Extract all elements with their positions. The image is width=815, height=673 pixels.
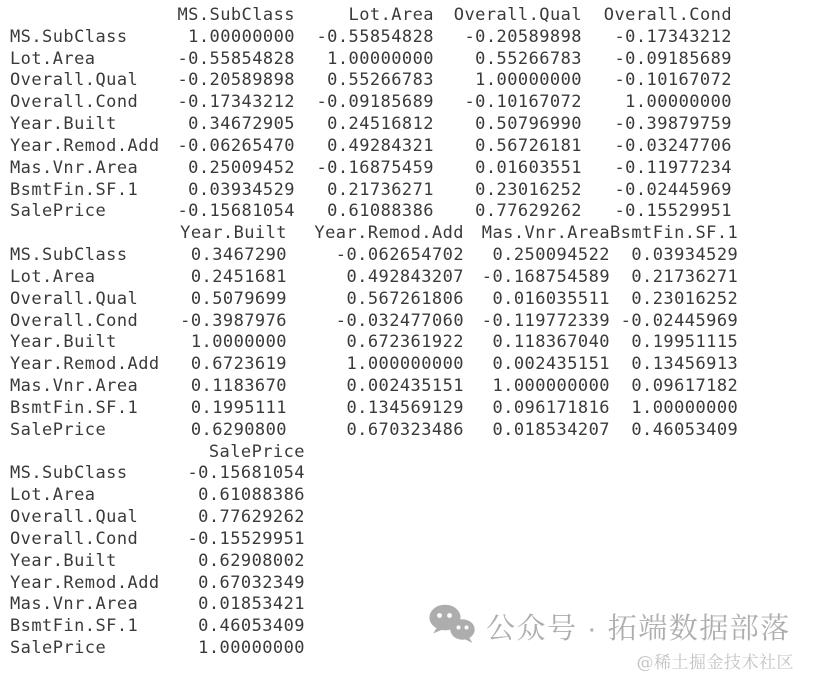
corr-value: 0.34672905 (188, 114, 295, 135)
corr-value: 0.5079699 (190, 288, 287, 309)
corr-value: -0.17343212 (614, 26, 732, 47)
matrix-row (10, 529, 305, 551)
row-label: MS.SubClass (10, 26, 128, 47)
watermark (428, 604, 794, 673)
corr-value: 0.1995111 (190, 397, 287, 418)
matrix-row (10, 136, 732, 158)
corr-value: -0.09185689 (316, 92, 434, 113)
corr-value: 0.672361922 (346, 332, 464, 353)
corr-value: 0.016035511 (492, 288, 610, 309)
row-label: Overall.Qual (10, 288, 139, 309)
matrix-row (10, 114, 732, 136)
corr-value: 0.77629262 (198, 507, 305, 528)
matrix-blocks (10, 5, 738, 660)
row-label: Overall.Cond (10, 310, 139, 331)
corr-value: 0.492843207 (346, 266, 464, 287)
matrix-row (10, 180, 732, 202)
corner-cell (10, 442, 162, 464)
row-label: Year.Built (10, 114, 117, 135)
row-label: Year.Built (10, 550, 117, 571)
corr-value: 0.21736271 (631, 266, 739, 287)
corr-value: -0.03247706 (614, 135, 732, 156)
corr-value: -0.02445969 (614, 179, 732, 200)
corr-value: 0.118367040 (492, 332, 610, 353)
matrix-row (10, 616, 305, 638)
corr-value: 0.67032349 (198, 572, 305, 593)
corr-value: 1.0000000 (190, 332, 287, 353)
corr-value: -0.17343212 (177, 92, 295, 113)
corr-value: 0.567261806 (346, 288, 464, 309)
col-header: MS.SubClass (177, 5, 295, 25)
matrix-row (10, 354, 738, 376)
corr-value: 0.670323486 (346, 419, 464, 440)
row-label: SalePrice (10, 638, 107, 659)
row-label: MS.SubClass (10, 245, 128, 266)
corner-cell (10, 5, 162, 27)
watermark-main-row (428, 604, 794, 649)
corr-value: -0.10167072 (464, 92, 582, 113)
row-label: Year.Remod.Add (10, 354, 160, 375)
header-row (10, 5, 732, 27)
col-header: SalePrice (208, 441, 305, 462)
corr-value: -0.20589898 (464, 26, 582, 47)
corr-value: 0.49284321 (327, 135, 434, 156)
row-label: Mas.Vnr.Area (10, 157, 139, 178)
corr-value: -0.062654702 (335, 245, 464, 266)
corr-value: 0.09617182 (631, 376, 739, 397)
corr-value: -0.39879759 (614, 114, 732, 135)
matrix-row (10, 332, 738, 354)
corr-value: 0.21736271 (327, 179, 434, 200)
corr-value: 0.03934529 (631, 245, 739, 266)
col-header: BsmtFin.SF.1 (610, 223, 739, 244)
corr-value: -0.15681054 (187, 463, 305, 484)
row-label: Year.Remod.Add (10, 572, 160, 593)
col-header: Overall.Cond (603, 5, 732, 25)
corr-value: -0.15529951 (614, 201, 732, 222)
matrix-row (10, 551, 305, 573)
corr-value: 0.23016252 (475, 179, 582, 200)
corr-value: 1.00000000 (327, 48, 434, 69)
row-label: Overall.Qual (10, 507, 139, 528)
corr-value: 0.03934529 (188, 179, 295, 200)
corr-value: 0.13456913 (631, 354, 739, 375)
corr-value: 0.096171816 (492, 397, 610, 418)
row-label: SalePrice (10, 201, 107, 222)
corr-value: 0.50796990 (475, 114, 582, 135)
matrix-row (10, 463, 305, 485)
row-label: Lot.Area (10, 485, 96, 506)
wechat-icon (428, 604, 476, 649)
corr-value: -0.55854828 (316, 26, 434, 47)
corr-value: 0.24516812 (327, 114, 434, 135)
correlation-matrix-block-3 (10, 442, 305, 660)
corr-value: -0.168754589 (481, 266, 610, 287)
corr-value: 0.61088386 (198, 485, 305, 506)
corr-value: 0.002435151 (492, 354, 610, 375)
corr-value: 0.55266783 (475, 48, 582, 69)
corr-value: 0.002435151 (346, 376, 464, 397)
watermark-subtext: @稀土掘金技术社区 (636, 653, 794, 673)
matrix-row (10, 201, 732, 223)
corr-value: 0.134569129 (346, 397, 464, 418)
corr-value: -0.02445969 (620, 310, 739, 331)
corr-value: 0.61088386 (327, 201, 434, 222)
corr-value: 0.55266783 (327, 70, 434, 91)
corr-value: 0.3467290 (190, 245, 287, 266)
corr-value: -0.10167072 (614, 70, 732, 91)
corr-value: 0.25009452 (188, 157, 295, 178)
corr-value: 0.01603551 (475, 157, 582, 178)
corr-value: -0.11977234 (614, 157, 732, 178)
corr-value: 0.56726181 (475, 135, 582, 156)
corr-value: 1.00000000 (198, 638, 305, 659)
col-header: Overall.Qual (453, 5, 582, 25)
matrix-row (10, 376, 738, 398)
matrix-row (10, 70, 732, 92)
matrix-row (10, 398, 738, 420)
row-label: SalePrice (10, 419, 107, 440)
corr-value: -0.20589898 (177, 70, 295, 91)
matrix-row (10, 245, 738, 267)
row-label: Overall.Cond (10, 92, 139, 113)
row-label: Mas.Vnr.Area (10, 594, 139, 615)
corr-value: -0.15681054 (177, 201, 295, 222)
corr-value: 1.00000000 (188, 26, 295, 47)
matrix-row (10, 92, 732, 114)
col-header: Mas.Vnr.Area (481, 223, 610, 244)
corr-value: -0.3987976 (180, 310, 287, 331)
correlation-matrix-block-1 (10, 5, 732, 223)
corr-value: 0.46053409 (198, 616, 305, 637)
corr-value: 0.19951115 (631, 332, 739, 353)
watermark-text: 公众号 · 拓端数据部落 (486, 613, 791, 645)
matrix-row (10, 420, 738, 442)
row-label: Year.Remod.Add (10, 135, 160, 156)
corr-value: 0.250094522 (492, 245, 610, 266)
corr-value: 0.2451681 (190, 266, 287, 287)
col-header: Year.Built (180, 223, 287, 244)
corr-value: 0.018534207 (492, 419, 610, 440)
corner-cell (10, 223, 162, 245)
corr-value: 0.01853421 (198, 594, 305, 615)
corr-value: 1.000000000 (492, 376, 610, 397)
matrix-row (10, 289, 738, 311)
col-header: Lot.Area (348, 5, 434, 25)
matrix-row (10, 638, 305, 660)
row-label: Year.Built (10, 332, 117, 353)
corr-value: 1.00000000 (631, 397, 739, 418)
header-row (10, 442, 305, 464)
r-console-output (10, 5, 738, 660)
row-label: Overall.Cond (10, 528, 139, 549)
row-label: BsmtFin.SF.1 (10, 397, 139, 418)
matrix-row (10, 573, 305, 595)
corr-value: -0.032477060 (335, 310, 464, 331)
matrix-row (10, 507, 305, 529)
corr-value: 1.00000000 (475, 70, 582, 91)
corr-value: -0.55854828 (177, 48, 295, 69)
row-label: BsmtFin.SF.1 (10, 616, 139, 637)
corr-value: -0.119772339 (481, 310, 610, 331)
row-label: MS.SubClass (10, 463, 128, 484)
row-label: Overall.Qual (10, 70, 139, 91)
row-label: Lot.Area (10, 266, 96, 287)
corr-value: -0.06265470 (177, 135, 295, 156)
matrix-row (10, 158, 732, 180)
matrix-row (10, 311, 738, 333)
col-header: Year.Remod.Add (314, 223, 464, 244)
matrix-row (10, 267, 738, 289)
corr-value: 0.1183670 (190, 376, 287, 397)
corr-value: 0.23016252 (631, 288, 739, 309)
matrix-row (10, 594, 305, 616)
matrix-row (10, 485, 305, 507)
row-label: Mas.Vnr.Area (10, 376, 139, 397)
corr-value: 0.77629262 (475, 201, 582, 222)
corr-value: 0.62908002 (198, 550, 305, 571)
row-label: BsmtFin.SF.1 (10, 179, 139, 200)
correlation-matrix-block-2 (10, 223, 738, 441)
corr-value: -0.09185689 (614, 48, 732, 69)
corr-value: 1.00000000 (625, 92, 732, 113)
corr-value: -0.15529951 (187, 528, 305, 549)
corr-value: 0.46053409 (631, 419, 739, 440)
corr-value: 0.6290800 (190, 419, 287, 440)
matrix-row (10, 27, 732, 49)
matrix-row (10, 49, 732, 71)
corr-value: -0.16875459 (316, 157, 434, 178)
row-label: Lot.Area (10, 48, 96, 69)
corr-value: 1.000000000 (346, 354, 464, 375)
header-row (10, 223, 738, 245)
corr-value: 0.6723619 (190, 354, 287, 375)
